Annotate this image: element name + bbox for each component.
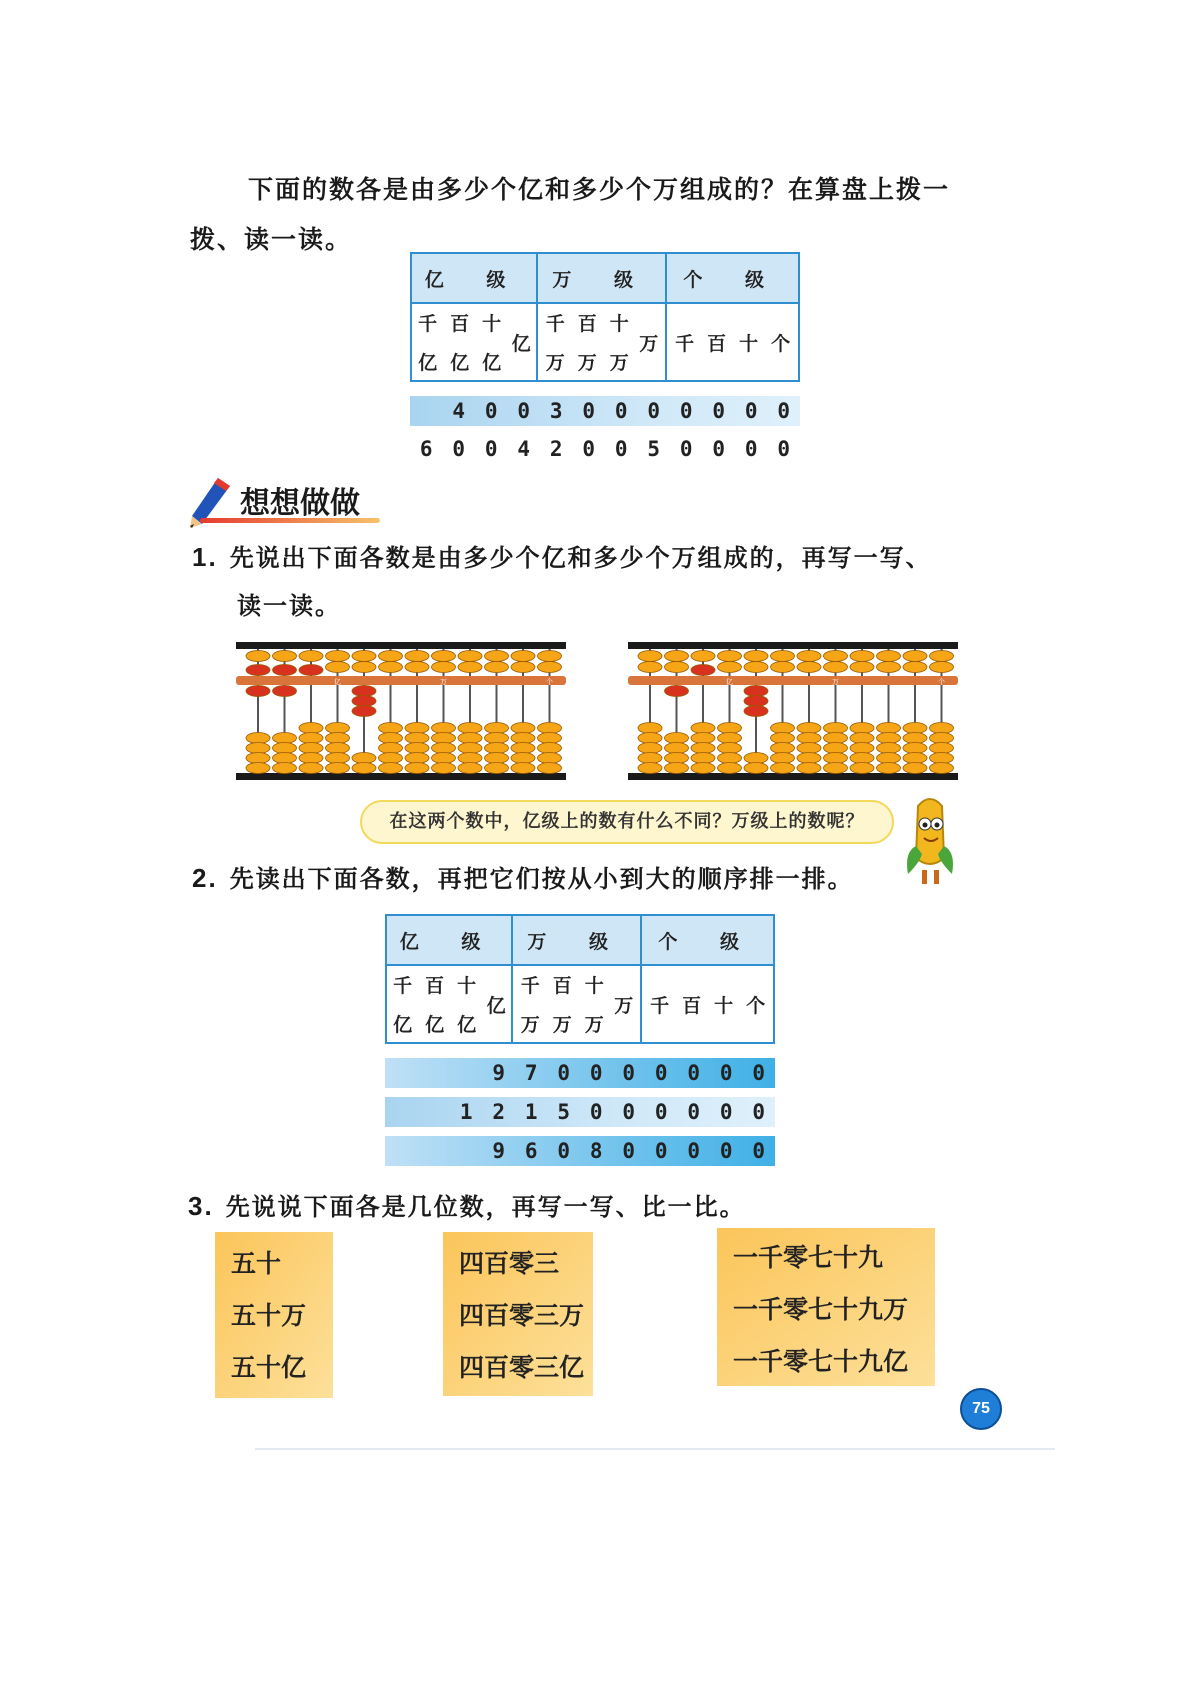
abacus-bead [691,743,715,754]
card-item: 一千零七十九万 [733,1295,909,1324]
question-1 [192,533,972,630]
abacus-bead [246,763,270,774]
table1-row-1: 4 0 0 3 0 0 0 0 0 0 0 [410,396,800,426]
class-ge: 个 级 [666,253,799,303]
abacus-bead [299,733,323,744]
abacus-bead [352,763,376,774]
abacus-bead [538,763,562,774]
abacus-1 [236,640,566,782]
class-ge: 个 级 [641,915,774,965]
place-value-table-2 [385,914,775,1044]
card-item: 四百零三亿 [459,1353,585,1382]
abacus-bead [379,733,403,744]
abacus-bead [299,743,323,754]
abacus-frame-bottom [628,773,958,780]
abacus-bead [246,686,270,697]
card-item: 四百零三万 [459,1301,585,1330]
abacus-bead [771,723,795,734]
abacus-bead [850,753,874,764]
abacus-bead [405,662,429,673]
abacus-bead [744,651,768,662]
footer-line [255,1448,1055,1450]
abacus-bead [326,733,350,744]
abacus-bead [824,662,848,673]
abacus-bead [691,733,715,744]
abacus-bead [718,753,742,764]
table2-row-3: 9 6 0 8 0 0 0 0 0 [385,1136,775,1166]
abacus-bead [877,753,901,764]
card-item: 五十亿 [231,1353,307,1382]
abacus-bead [246,753,270,764]
abacus-bead [405,753,429,764]
question-1-line-1: 先说出下面各数是由多少个亿和多少个万组成的，再写一写、 [229,544,932,572]
abacus-bead [691,651,715,662]
abacus-bead [744,662,768,673]
abacus-bead [326,743,350,754]
abacus-bead [405,723,429,734]
abacus-bead [246,743,270,754]
abacus-bead [326,662,350,673]
abacus-bead [432,763,456,774]
abacus-bead [432,723,456,734]
question-1-number: 1. [192,542,218,572]
number-card-2 [443,1232,593,1396]
abacus-bead [538,733,562,744]
card-item: 五十 [231,1249,282,1278]
abacus-bead [903,763,927,774]
yi-units: 千 百 十 亿 亿 亿 亿 [386,965,512,1043]
abacus-bead [458,723,482,734]
abacus-bead [877,662,901,673]
class-wan: 万 级 [512,915,641,965]
abacus-bead [691,665,715,676]
abacus-bead [718,763,742,774]
abacus-beam [628,676,958,685]
question-2-number: 2. [192,863,218,893]
abacus-bead [744,763,768,774]
question-2 [192,854,892,903]
abacus-bead [511,662,535,673]
card-item: 一千零七十九 [733,1243,884,1272]
abacus-bead [246,651,270,662]
abacus-bead [379,753,403,764]
abacus-bead [273,651,297,662]
abacus-bead [299,665,323,676]
number-card-1 [215,1232,333,1398]
table1-row-2: 6 0 0 4 2 0 0 5 0 0 0 0 [419,437,791,461]
abacus-bead [903,733,927,744]
abacus-bead [691,753,715,764]
wan-units: 千 百 十 万 万 万 万 [512,965,641,1043]
abacus-bead [273,743,297,754]
intro-line-2: 拨、读一读。 [190,225,353,254]
ge-units: 千 百 十 个 [666,303,799,381]
place-value-table-1 [410,252,800,382]
abacus-bead [538,723,562,734]
abacus-bead [930,733,954,744]
abacus-bead [771,763,795,774]
abacus-bead [930,743,954,754]
abacus-bead [665,743,689,754]
abacus-bead [744,706,768,717]
abacus-bead [638,723,662,734]
abacus-bead [326,753,350,764]
abacus-bead [877,651,901,662]
abacus-bead [538,753,562,764]
abacus-bead [930,723,954,734]
abacus-bead [405,743,429,754]
abacus-bead [511,763,535,774]
abacus-bead [538,743,562,754]
abacus-bead [771,733,795,744]
abacus-bead [511,651,535,662]
number-card-3 [717,1228,935,1386]
table2-row-1: 9 7 0 0 0 0 0 0 0 [385,1058,775,1088]
abacus-bead [638,763,662,774]
abacus-bead [273,665,297,676]
abacus-bead [405,651,429,662]
abacus-bead [458,651,482,662]
abacus-bead [485,651,509,662]
abacus-bead [326,723,350,734]
abacus-bead [273,753,297,764]
page-number: 75 [960,1388,1002,1430]
abacus-2 [628,640,958,782]
abacus-bead [432,651,456,662]
class-yi: 亿 级 [386,915,512,965]
question-1-line-2: 读一读。 [237,592,341,620]
abacus-bead [352,706,376,717]
question-3-number: 3. [188,1191,214,1221]
question-2-text: 先读出下面各数，再把它们按从小到大的顺序排一排。 [229,865,854,893]
abacus-bead [850,723,874,734]
abacus-bead [824,743,848,754]
abacus-bead [797,763,821,774]
abacus-bead [665,753,689,764]
abacus-bead [691,763,715,774]
abacus-bead [903,753,927,764]
abacus-bead [850,743,874,754]
abacus-bead [797,651,821,662]
class-yi: 亿 级 [411,253,537,303]
yi-units: 千 百 十 亿 亿 亿 亿 [411,303,537,381]
abacus-bead [771,651,795,662]
abacus-bead [511,753,535,764]
abacus-bead [930,651,954,662]
abacus-bead [665,763,689,774]
abacus-bead [432,753,456,764]
question-3 [188,1182,888,1231]
abacus-bead [485,743,509,754]
abacus-bead [458,743,482,754]
abacus-bead [718,662,742,673]
abacus-bead [246,733,270,744]
abacus-bead [299,651,323,662]
abacus-bead [930,763,954,774]
ge-units: 千 百 十 个 [641,965,774,1043]
abacus-bead [538,662,562,673]
abacus-unit-label: 万 [440,678,447,686]
abacus-bead [824,651,848,662]
abacus-bead [511,723,535,734]
abacus-bead [665,651,689,662]
abacus-bead [485,662,509,673]
abacus-bead [485,733,509,744]
abacus-bead [797,723,821,734]
abacus-bead [877,743,901,754]
abacus-bead [352,662,376,673]
intro-paragraph [190,165,970,265]
speech-bubble: 在这两个数中，亿级上的数有什么不同？万级上的数呢？ [360,800,894,844]
abacus-bead [511,733,535,744]
abacus-bead [797,733,821,744]
abacus-frame-bottom [236,773,566,780]
abacus-bead [458,662,482,673]
abacus-bead [691,723,715,734]
abacus-unit-label: 万 [832,678,839,686]
abacus-bead [299,763,323,774]
abacus-bead [877,763,901,774]
abacus-bead [405,733,429,744]
abacus-bead [850,763,874,774]
abacus-bead [326,651,350,662]
abacus-unit-label: 个 [938,678,945,686]
abacus-bead [850,662,874,673]
abacus-bead [877,723,901,734]
abacus-bead [379,651,403,662]
abacus-bead [824,763,848,774]
abacus-bead [432,743,456,754]
abacus-bead [379,723,403,734]
abacus-bead [771,753,795,764]
abacus-bead [638,743,662,754]
abacus-bead [638,662,662,673]
abacus-bead [930,753,954,764]
abacus-bead [299,723,323,734]
abacus-bead [458,733,482,744]
class-wan: 万 级 [537,253,666,303]
abacus-bead [299,753,323,764]
abacus-bead [352,686,376,697]
abacus-bead [718,651,742,662]
card-item: 四百零三 [459,1249,560,1278]
abacus-bead [485,763,509,774]
card-item: 一千零七十九亿 [733,1347,909,1376]
abacus-bead [352,696,376,707]
abacus-bead [379,743,403,754]
abacus-bead [638,753,662,764]
abacus-bead [771,662,795,673]
abacus-bead [903,743,927,754]
abacus-bead [797,662,821,673]
abacus-bead [903,662,927,673]
section-title: 想想做做 [240,486,360,521]
abacus-bead [797,743,821,754]
question-3-text: 先说说下面各是几位数，再写一写、比一比。 [225,1193,746,1221]
abacus-bead [665,733,689,744]
intro-line-1: 下面的数各是由多少个亿和多少个万组成的？在算盘上拨一 [248,175,951,204]
abacus-bead [744,686,768,697]
abacus-bead [744,753,768,764]
abacus-frame-top [236,642,566,649]
wan-units: 千 百 十 万 万 万 万 [537,303,666,381]
abacus-bead [352,753,376,764]
abacus-unit-label: 亿 [726,678,733,686]
abacus-bead [405,763,429,774]
abacus-bead [850,733,874,744]
abacus-bead [771,743,795,754]
abacus-bead [246,665,270,676]
abacus-bead [930,662,954,673]
abacus-bead [850,651,874,662]
corn-mascot-icon [900,796,960,888]
card-item: 五十万 [231,1301,307,1330]
abacus-bead [718,743,742,754]
abacus-bead [511,743,535,754]
abacus-bead [485,723,509,734]
abacus-bead [458,763,482,774]
abacus-bead [379,763,403,774]
abacus-bead [458,753,482,764]
abacus-bead [273,733,297,744]
abacus-bead [485,753,509,764]
abacus-bead [824,753,848,764]
abacus-bead [718,723,742,734]
abacus-bead [379,662,403,673]
abacus-bead [718,733,742,744]
abacus-bead [326,763,350,774]
abacus-bead [638,733,662,744]
abacus-bead [824,733,848,744]
abacus-bead [432,662,456,673]
table2-row-2: 1 2 1 5 0 0 0 0 0 0 [385,1097,775,1127]
abacus-bead [877,733,901,744]
abacus-bead [903,723,927,734]
abacus-unit-label: 个 [546,678,553,686]
abacus-bead [638,651,662,662]
abacus-bead [538,651,562,662]
abacus-bead [744,696,768,707]
abacus-bead [273,686,297,697]
abacus-frame-top [628,642,958,649]
abacus-bead [903,651,927,662]
abacus-unit-label: 亿 [334,678,341,686]
abacus-bead [352,651,376,662]
abacus-bead [432,733,456,744]
abacus-bead [273,763,297,774]
abacus-bead [824,723,848,734]
abacus-bead [665,662,689,673]
abacus-beam [236,676,566,685]
abacus-bead [797,753,821,764]
abacus-bead [665,686,689,697]
